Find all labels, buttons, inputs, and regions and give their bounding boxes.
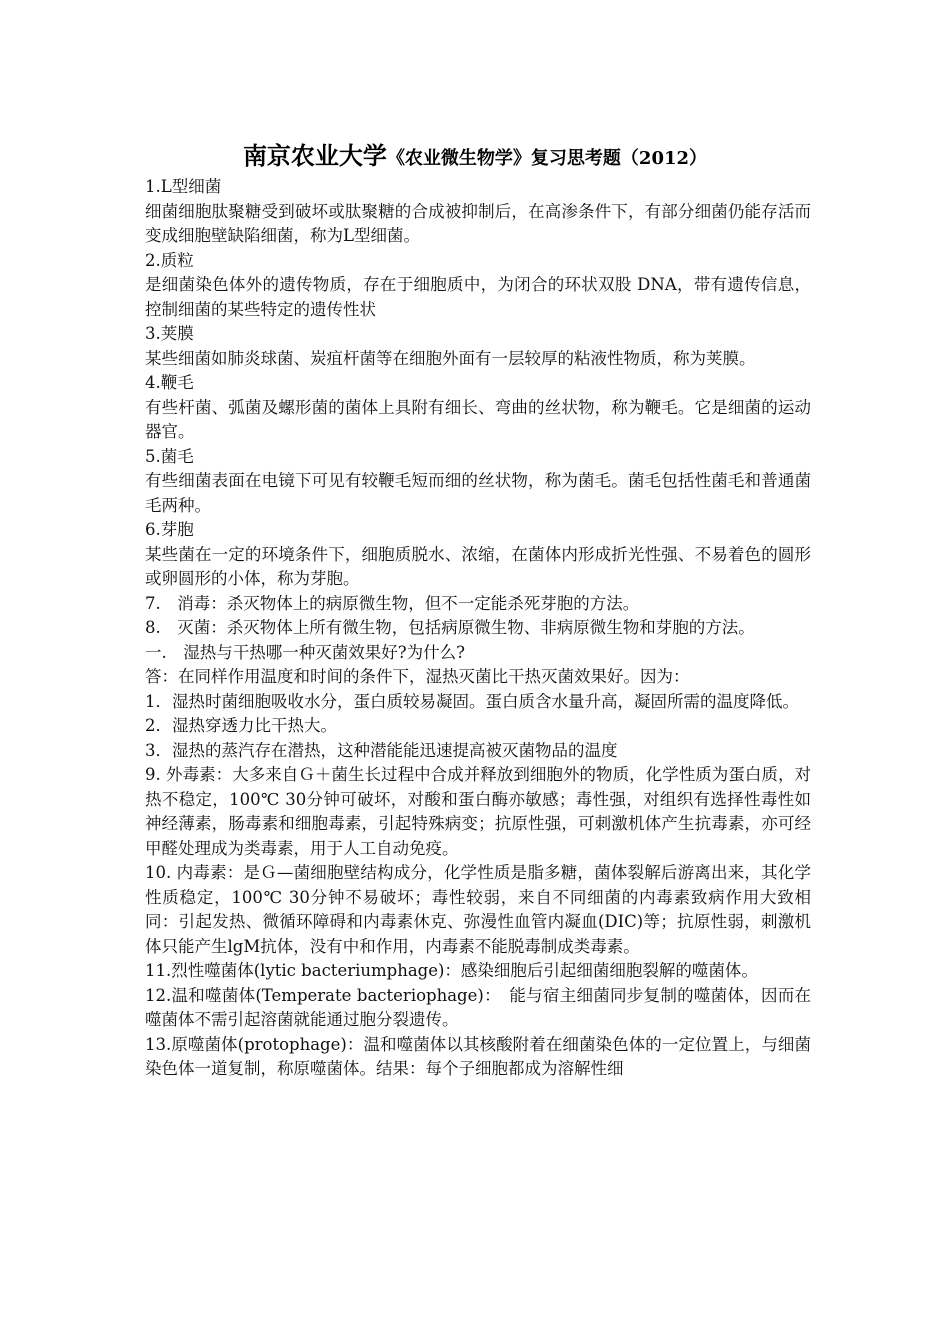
term-heading: 2.质粒 <box>145 250 194 270</box>
term-heading: 1.L型细菌 <box>145 177 222 196</box>
term-heading: 3.荚膜 <box>145 324 194 343</box>
answer-text: 答：在同样作用温度和时间的条件下，湿热灭菌比干热灭菌效果好。因为： <box>145 667 690 686</box>
term-entry: 9. 外毒素：大多来自Ｇ＋菌生长过程中合成并释放到细胞外的物质，化学性质为蛋白质，对热不稳定，100℃ 30分钟可破坏，对酸和蛋白酶亦敏感；毒性强，对组织有选择性毒性如神经薄素，肠毒素和细胞毒素，引起特殊病变；抗原性强，可刺激机体产生抗毒素，亦可经甲醛处理成为类毒素，用于人工自动免疫。 <box>145 765 811 858</box>
term-definition: 有些杆菌、弧菌及螺形菌的菌体上具附有细长、弯曲的丝状物，称为鞭毛。它是细菌的运动器官。 <box>145 397 811 441</box>
document-title <box>0 136 950 171</box>
term-definition: 某些细菌如肺炎球菌、炭疽杆菌等在细胞外面有一层较厚的粘液性物质，称为荚膜。 <box>145 348 756 368</box>
term-definition: 细菌细胞肽聚糖受到破坏或肽聚糖的合成被抑制后，在高渗条件下，有部分细菌仍能存活而变成细胞壁缺陷细菌，称为L型细菌。 <box>145 201 811 245</box>
term-definition: 某些菌在一定的环境条件下，细胞质脱水、浓缩，在菌体内形成折光性强、不易着色的圆形或卵圆形的小体，称为芽胞。 <box>145 544 811 588</box>
term-heading: 6.芽胞 <box>145 520 194 539</box>
answer-point: 1．湿热时菌细胞吸收水分，蛋白质较易凝固。蛋白质含水量升高，凝固所需的温度降低。 <box>145 691 799 711</box>
term-heading: 4.鞭毛 <box>145 373 194 392</box>
term-entry: 12.温和噬菌体(Temperate bacteriophage)： 能与宿主细菌同步复制的噬菌体，因而在噬菌体不需引起溶菌就能通过胞分裂遗传。 <box>145 985 811 1029</box>
title-university: 南京农业大学 <box>242 141 387 170</box>
term-definition: 有些细菌表面在电镜下可见有较鞭毛短而细的丝状物，称为菌毛。菌毛包括性菌毛和普通菌毛两种。 <box>145 471 811 515</box>
term-entry: 13.原噬菌体(protophage)：温和噬菌体以其核酸附着在细菌染色体的一定位置上，与细菌染色体一道复制，称原噬菌体。结果：每个子细胞都成为溶解性细 <box>145 1034 811 1078</box>
term-definition: 是细菌染色体外的遗传物质，存在于细胞质中，为闭合的环状双股 DNA，带有遗传信息，控制细菌的某些特定的遗传性状 <box>145 275 811 319</box>
term-entry: 7. 消毒：杀灭物体上的病原微生物，但不一定能杀死芽胞的方法。 <box>145 593 640 613</box>
answer-point: 2．湿热穿透力比干热大。 <box>145 716 337 735</box>
question-heading: 一. 湿热与干热哪一种灭菌效果好?为什么? <box>145 642 465 662</box>
document-body <box>145 175 811 1082</box>
answer-point: 3．湿热的蒸汽存在潜热，这种潜能能迅速提高被灭菌物品的温度 <box>145 740 618 760</box>
title-course: 《农业微生物学》复习思考题（2012） <box>386 148 708 169</box>
term-entry: 10. 内毒素：是Ｇ—菌细胞壁结构成分，化学性质是脂多糖，菌体裂解后游离出来，其化学性质稳定，100℃ 30分钟不易破坏；毒性较弱，来自不同细菌的内毒素致病作用大致相同：引起发热、微循环障碍和内毒素休克、弥漫性血管内凝血(DIC)等；抗原性弱，刺激机体只能产生lgM抗体，没有中和作用，内毒素不能脱毒制成类毒素。 <box>145 863 811 956</box>
term-heading: 5.菌毛 <box>145 446 194 466</box>
term-entry: 11.烈性噬菌体(lytic bacteriumphage)：感染细胞后引起细菌细胞裂解的噬菌体。 <box>145 961 758 980</box>
term-entry: 8. 灭菌：杀灭物体上所有微生物，包括病原微生物、非病原微生物和芽胞的方法。 <box>145 618 755 637</box>
